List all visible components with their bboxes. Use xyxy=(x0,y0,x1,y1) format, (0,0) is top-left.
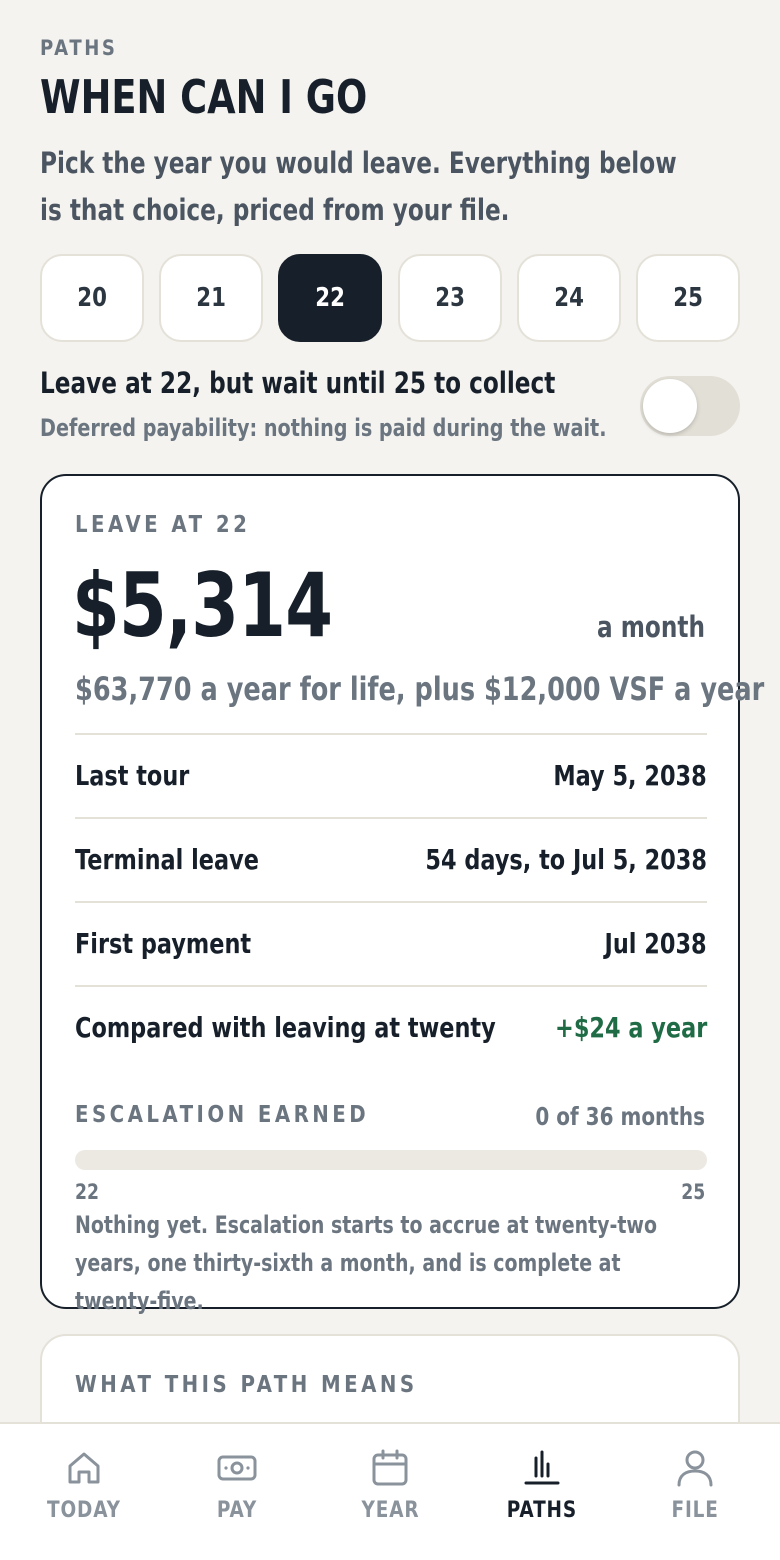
toggle-knob xyxy=(643,379,697,433)
year-option-24[interactable]: 24 xyxy=(517,254,621,342)
tab-today[interactable] xyxy=(6,1424,162,1560)
amount-period: a month xyxy=(597,610,705,644)
escalation-note: Nothing yet. Escalation starts to accrue at twenty-two years, one thirty-sixth a month, and is complete at twenty-five. xyxy=(75,1211,657,1315)
escalation-label: ESCALATION EARNED xyxy=(75,1102,370,1128)
annual-amount: $63,770 a year for life, plus $12,000 VSF a year xyxy=(75,670,765,708)
tab-label: YEAR xyxy=(361,1498,419,1523)
bar-chart-icon xyxy=(522,1448,562,1488)
home-icon xyxy=(64,1448,104,1488)
path-meaning-eyebrow: WHAT THIS PATH MEANS xyxy=(75,1372,418,1398)
summary-eyebrow: LEAVE AT 22 xyxy=(75,512,251,538)
detail-label: Terminal leave xyxy=(75,843,259,876)
year-option-23[interactable]: 23 xyxy=(398,254,502,342)
year-option-21[interactable]: 21 xyxy=(159,254,263,342)
escalation-start-year: 22 xyxy=(75,1180,99,1204)
detail-value: May 5, 2038 xyxy=(553,759,707,792)
detail-value: Jul 2038 xyxy=(604,927,707,960)
tab-label: PAY xyxy=(216,1498,258,1523)
escalation-end-year: 25 xyxy=(681,1180,705,1204)
intro-text: Pick the year you would leave. Everything below is that choice, priced from your file. xyxy=(40,146,677,227)
detail-row-terminal-leave xyxy=(75,817,707,901)
detail-label: Last tour xyxy=(75,759,190,792)
tab-label: PATHS xyxy=(506,1498,578,1523)
calendar-icon xyxy=(370,1448,410,1488)
tab-label: FILE xyxy=(671,1498,719,1523)
deferral-toggle[interactable] xyxy=(640,376,740,436)
year-option-20[interactable]: 20 xyxy=(40,254,144,342)
tab-paths[interactable] xyxy=(464,1424,620,1560)
tab-file[interactable] xyxy=(617,1424,773,1560)
tab-bar xyxy=(0,1422,780,1560)
year-option-22[interactable]: 22 xyxy=(278,254,382,342)
summary-card xyxy=(40,474,765,1315)
year-selector xyxy=(40,254,740,342)
detail-rows xyxy=(75,733,707,1069)
detail-row-first-payment xyxy=(75,901,707,985)
tab-year[interactable] xyxy=(312,1424,468,1560)
page-title: WHEN CAN I GO xyxy=(40,70,368,124)
comparison-delta: +$24 a year xyxy=(554,1011,707,1044)
detail-label: Compared with leaving at twenty xyxy=(75,1011,496,1044)
user-icon xyxy=(675,1448,715,1488)
detail-label: First payment xyxy=(75,927,252,960)
detail-value: 54 days, to Jul 5, 2038 xyxy=(425,843,707,876)
tab-label: TODAY xyxy=(47,1498,121,1523)
escalation-count: 0 of 36 months xyxy=(535,1102,705,1131)
section-eyebrow: PATHS xyxy=(40,36,118,60)
detail-row-comparison xyxy=(75,985,707,1069)
detail-row-last-tour xyxy=(75,733,707,817)
monthly-amount: $5,314 xyxy=(72,554,333,657)
banknote-icon xyxy=(217,1448,257,1488)
year-option-25[interactable]: 25 xyxy=(636,254,740,342)
deferral-subtitle: Deferred payability: nothing is paid during the wait. xyxy=(40,414,607,442)
escalation-progress-bar xyxy=(75,1150,707,1170)
deferral-title: Leave at 22, but wait until 25 to collect xyxy=(40,366,556,400)
tab-pay[interactable] xyxy=(159,1424,315,1560)
